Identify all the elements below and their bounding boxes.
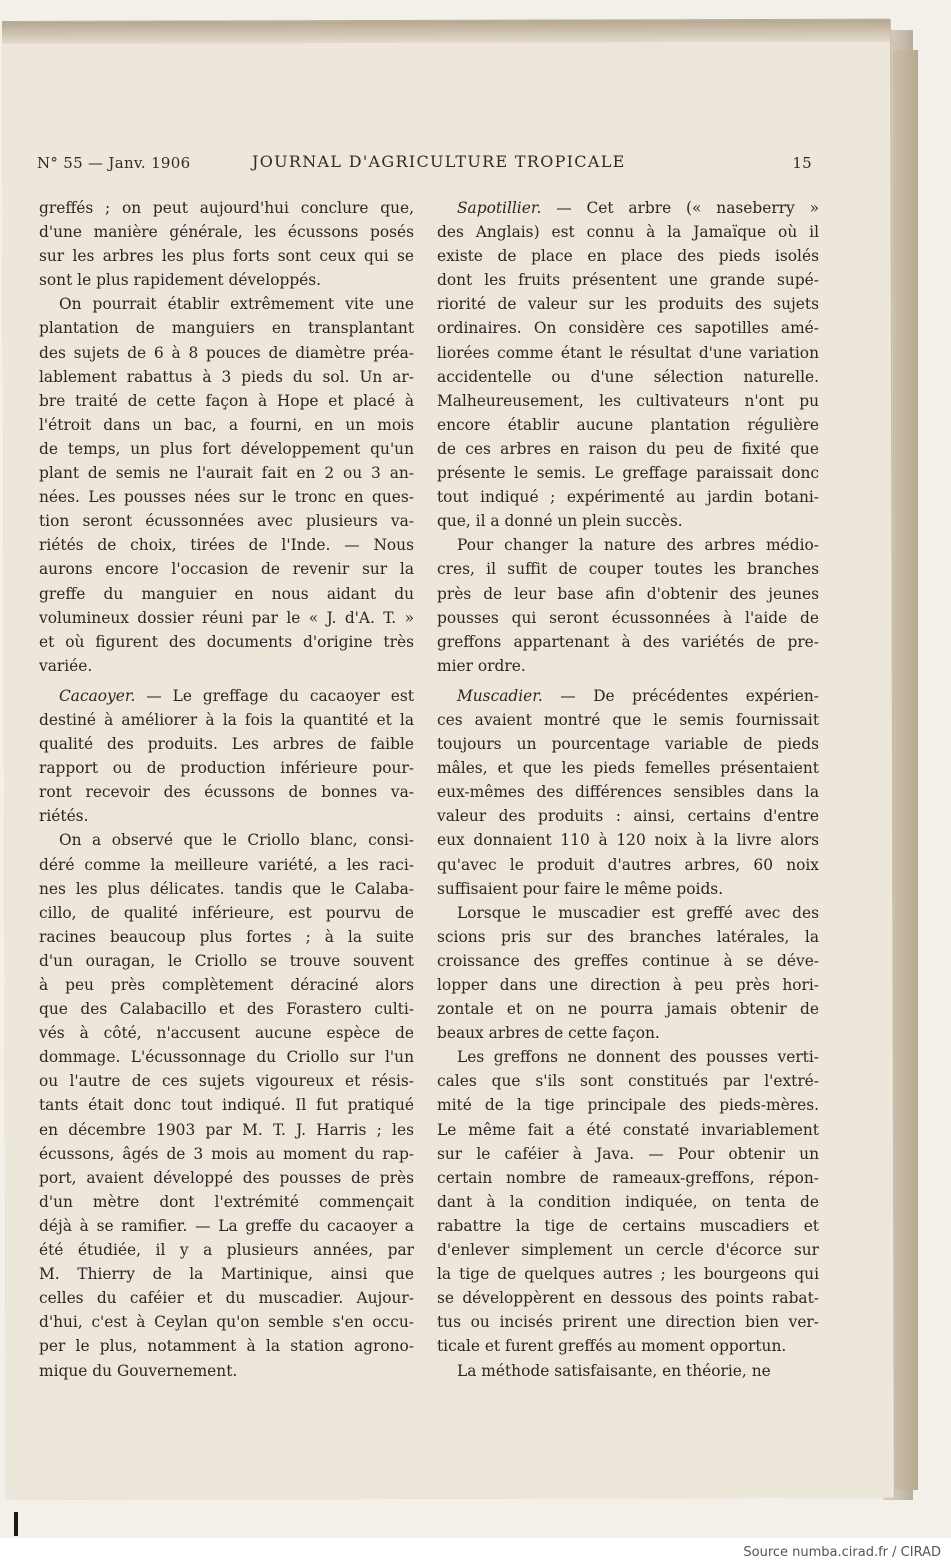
text-line: plant de semis ne l'aurait fait en 2 ou 3 an-	[39, 464, 414, 483]
text-line: dommage. L'écussonnage du Criollo sur l'un	[39, 1048, 414, 1067]
text-line: port, avaient développé des pousses de près	[39, 1168, 414, 1187]
text-line: et où figurent des documents d'origine très	[39, 632, 414, 651]
right-column	[437, 196, 819, 1383]
text-line: ordinaires. On considère ces sapotilles amé-	[437, 319, 819, 338]
text-line: rapport ou de production inférieure pour-	[39, 759, 414, 778]
text-line: Le même fait a été constaté invariablement	[437, 1120, 819, 1139]
text-line: zontale et on ne pourra jamais obtenir de	[437, 1000, 819, 1019]
text-line: encore établir aucune plantation régulière	[437, 415, 819, 434]
text-line: Sapotillier. — Cet arbre (« naseberry »	[457, 199, 819, 217]
text-line: qualité des produits. Les arbres de faible	[39, 735, 414, 754]
text-line: valeur des produits : ainsi, certains d'entre	[437, 807, 819, 826]
text-line: vés à côté, n'accusent aucune espèce de	[39, 1024, 414, 1043]
text-line: scions pris sur des branches latérales, la	[437, 927, 819, 946]
text-line: greffés ; on peut aujourd'hui conclure que,	[39, 199, 414, 217]
text-line: lopper dans une direction à peu près hori-	[437, 976, 819, 994]
text-line: Muscadier. — De précédentes expérien-	[457, 686, 819, 705]
text-line: beaux arbres de cette façon.	[437, 1024, 660, 1043]
text-line: déjà à se ramifier. — La greffe du cacaoyer a	[39, 1216, 414, 1235]
journal-title: JOURNAL D'AGRICULTURE TROPICALE	[252, 152, 626, 171]
text-line: On a observé que le Criollo blanc, consi-	[59, 831, 414, 850]
text-line: des Anglais) est connu à la Jamaïque où il	[437, 223, 819, 242]
text-line: la tige de quelques autres ; les bourgeons qui	[437, 1265, 819, 1284]
text-line: Malheureusement, les cultivateurs n'ont pu	[437, 391, 819, 410]
text-line: suffisaient pour faire le même poids.	[437, 879, 724, 898]
page-number: 15	[792, 154, 812, 172]
text-line: cales que s'ils sont constitués par l'extré-	[437, 1072, 819, 1091]
text-line: croissance des greffes continue à se déve-	[437, 951, 819, 970]
text-line: près de leur base afin d'obtenir des jeunes	[437, 584, 819, 603]
text-line: racines beaucoup plus fortes ; à la suite	[39, 927, 414, 946]
text-line: rabattre la tige de certains muscadiers et	[437, 1216, 819, 1235]
text-line: de temps, un plus fort développement qu'un	[39, 439, 414, 458]
text-line: d'enlever simplement un cercle d'écorce sur	[437, 1241, 819, 1260]
text-line: Les greffons ne donnent des pousses verti-	[457, 1048, 819, 1067]
text-line: qu'avec le produit d'autres arbres, 60 noix	[437, 855, 819, 874]
text-line: ou l'autre de ces sujets vigoureux et résis-	[39, 1072, 414, 1091]
text-line: l'étroit dans un bac, a fourni, en un mois	[39, 415, 414, 434]
text-line: celles du caféier et du muscadier. Aujour-	[39, 1289, 414, 1308]
text-line: tants était donc tout indiqué. Il fut pratiqué	[39, 1096, 414, 1115]
text-line: eux donnaient 110 à 120 noix à la livre alors	[437, 831, 819, 850]
text-line: tus ou incisés prirent une direction bien ver-	[437, 1313, 819, 1332]
text-line: mique du Gouvernement.	[39, 1361, 238, 1380]
text-line: dant à la condition indiquée, on tenta de	[437, 1192, 819, 1211]
text-line: eux-mêmes des différences sensibles dans la	[437, 783, 819, 802]
text-line: pousses qui seront écussonnées à l'aide de	[437, 608, 819, 627]
text-line: liorées comme étant le résultat d'une variation	[437, 343, 819, 362]
text-line: à peu près complètement déraciné alors	[39, 976, 414, 994]
text-line: cres, il suffit de couper toutes les branches	[437, 560, 819, 579]
text-line: cillo, de qualité inférieure, est pourvu de	[39, 903, 414, 922]
text-line: sont le plus rapidement développés.	[39, 271, 322, 290]
text-line: d'hui, c'est à Ceylan qu'on semble s'en occu-	[39, 1313, 414, 1332]
text-line: mier ordre.	[437, 656, 526, 675]
source-credit: Source numba.cirad.fr / CIRAD	[743, 1545, 941, 1560]
text-line: d'un ouragan, le Criollo se trouve souvent	[39, 951, 414, 970]
text-line: bre traité de cette façon à Hope et placé à	[39, 391, 414, 410]
issue-date: N° 55 — Janv. 1906	[37, 154, 191, 172]
text-line: dont les fruits présentent une grande supé-	[437, 271, 819, 290]
text-line: des sujets de 6 à 8 pouces de diamètre préa-	[39, 343, 414, 362]
text-line: Pour changer la nature des arbres médio-	[457, 536, 819, 555]
text-line: se développèrent en dessous des points rabat-	[437, 1289, 819, 1308]
text-line: plantation de manguiers en transplantant	[39, 319, 414, 338]
text-line: sur les arbres les plus forts sont ceux qui se	[39, 247, 414, 266]
text-line: ticale et furent greffés au moment opportun.	[437, 1337, 787, 1356]
text-line: existe de place en place des pieds isolés	[437, 247, 819, 266]
text-line: d'une manière générale, les écussons posés	[39, 223, 414, 242]
text-line: per le plus, notamment à la station agrono-	[39, 1337, 414, 1356]
text-line: variée.	[39, 656, 93, 675]
text-line: déré comme la meilleure variété, a les raci-	[39, 855, 414, 874]
text-line: accidentelle ou d'une sélection naturelle.	[437, 367, 819, 386]
running-header	[37, 152, 812, 176]
text-line: mâles, et que les pieds femelles présentaient	[437, 759, 819, 778]
text-line: sur le caféier à Java. — Pour obtenir un	[437, 1144, 819, 1163]
text-line: en décembre 1903 par M. T. J. Harris ; les	[39, 1120, 414, 1139]
page-top-shadow	[2, 20, 890, 44]
left-column	[39, 196, 414, 1383]
text-line: riétés.	[39, 807, 89, 826]
text-line: greffons appartenant à des variétés de pre-	[437, 632, 819, 651]
text-line: que des Calabacillo et des Forastero culti-	[39, 1000, 414, 1019]
text-line: toujours un pourcentage variable de pieds	[437, 735, 819, 754]
text-line: présente le semis. Le greffage paraissait donc	[437, 464, 819, 483]
text-line: aurons encore l'occasion de revenir sur la	[39, 560, 414, 579]
text-line: mité de la tige principale des pieds-mères.	[437, 1096, 819, 1115]
text-line: écussons, âgés de 3 mois au moment du rap-	[39, 1144, 414, 1163]
text-line: de ces arbres en raison du peu de fixité que	[437, 439, 819, 458]
text-line: Lorsque le muscadier est greffé avec des	[457, 903, 819, 922]
text-line: ces avaient montré que le semis fournissait	[437, 710, 819, 729]
text-line: greffe du manguier en nous aidant du	[39, 584, 414, 603]
text-line: d'un mètre dont l'extrémité commençait	[39, 1192, 414, 1211]
text-line: que, il a donné un plein succès.	[437, 512, 683, 531]
text-line: riétés de choix, tirées de l'Inde. — Nous	[39, 536, 414, 555]
text-line: M. Thierry de la Martinique, ainsi que	[39, 1265, 414, 1284]
binding-mark	[14, 1512, 18, 1536]
text-line: ront recevoir des écussons de bonnes va-	[39, 783, 414, 802]
text-line: La méthode satisfaisante, en théorie, ne	[457, 1361, 771, 1380]
text-line: Cacaoyer. — Le greffage du cacaoyer est	[59, 686, 414, 705]
text-line: été étudiée, il y a plusieurs années, par	[39, 1241, 414, 1260]
text-line: volumineux dossier réuni par le « J. d'A. T. »	[39, 608, 414, 627]
text-line: tout indiqué ; expérimenté au jardin botani-	[437, 488, 819, 507]
text-line: destiné à améliorer à la fois la quantité et la	[39, 710, 414, 729]
text-line: lablement rabattus à 3 pieds du sol. Un ar-	[39, 367, 414, 386]
page-stack-edge-back	[893, 50, 918, 1490]
text-line: tion seront écussonnées avec plusieurs va-	[39, 512, 414, 531]
text-line: nes les plus délicates. tandis que le Calaba-	[39, 879, 414, 898]
text-line: nées. Les pousses nées sur le tronc en ques-	[39, 488, 414, 507]
text-line: On pourrait établir extrêmement vite une	[59, 295, 414, 314]
text-line: riorité de valeur sur les produits des sujets	[437, 295, 819, 314]
text-line: certain nombre de rameaux-greffons, répon-	[437, 1168, 819, 1187]
